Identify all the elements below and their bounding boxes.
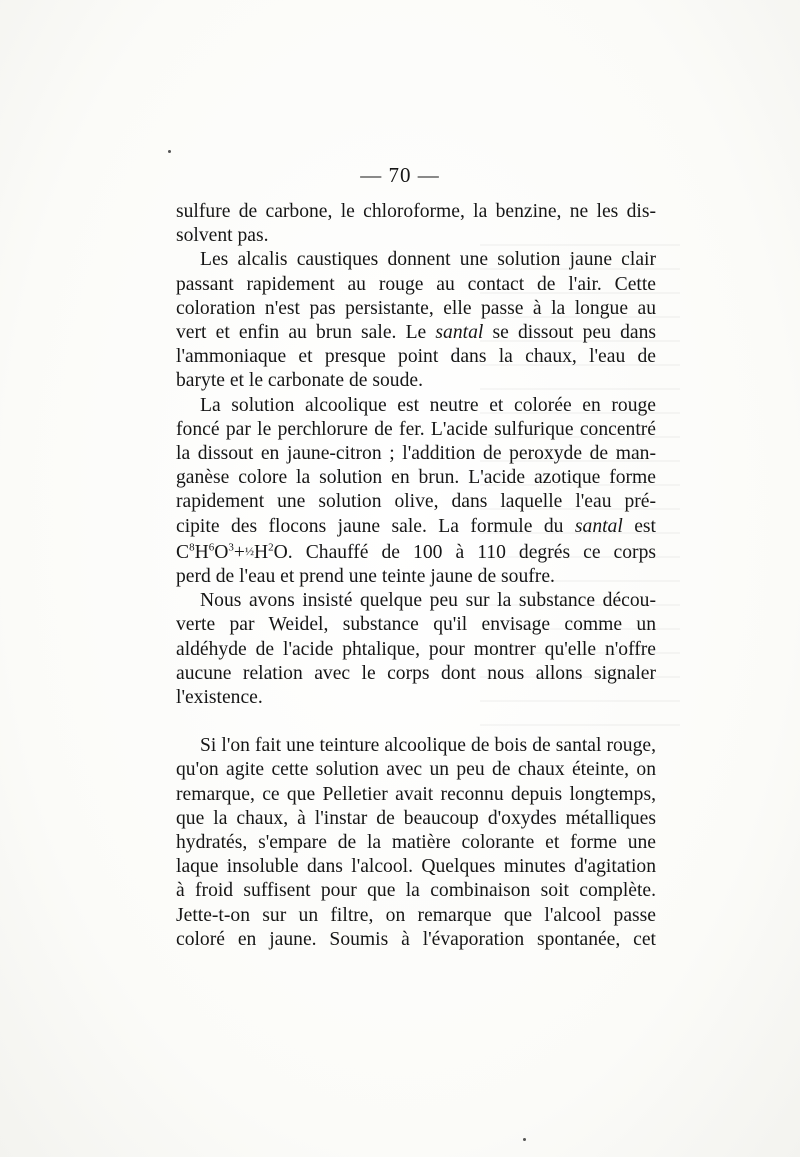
text-run: hydratés, s'empare de la matière colorante et forme une: [176, 832, 656, 854]
text-line: [176, 686, 656, 710]
text-line: [176, 442, 656, 466]
text-run: Les alcalis caustiques donnent une solution jaune clair: [200, 249, 656, 271]
text-run: ganèse colore la solution en brun. L'acide azotique forme: [176, 467, 656, 489]
text-run: cipite des flocons jaune sale. La formule du: [176, 515, 575, 537]
text-run: C: [176, 541, 190, 563]
text-line: [176, 831, 656, 855]
text-line: [176, 589, 656, 613]
text-run: 3: [228, 541, 234, 554]
text-line: [176, 758, 656, 782]
text-run: Si l'on fait une teinture alcoolique de bois de santal rouge,: [200, 735, 656, 757]
text-run: à froid suffisent pour que la combinaison soit complète.: [176, 880, 656, 902]
text-run: aldéhyde de l'acide phtalique, pour montrer qu'elle n'offre: [176, 638, 656, 660]
text-line: [176, 369, 656, 393]
text-run: sulfure de carbone, le chloroforme, la benzine, ne les dis-: [176, 201, 656, 222]
text-run: +: [233, 541, 245, 563]
text-line: [176, 466, 656, 490]
text-line: [176, 879, 656, 903]
text-line: [176, 928, 656, 952]
text-line: [176, 321, 656, 345]
paragraph: [176, 248, 656, 393]
text-line: [176, 638, 656, 662]
text-run: laque insoluble dans l'alcool. Quelques minutes d'agitation: [176, 856, 656, 878]
ink-speck: [523, 1138, 526, 1141]
text-line: [176, 224, 656, 248]
text-run: ½: [244, 543, 254, 558]
text-run: rapidement une solution olive, dans laquelle l'eau pré-: [176, 491, 656, 513]
text-run: est: [622, 515, 656, 537]
text-run: baryte et le carbonate de soude.: [176, 370, 423, 392]
text-line: [176, 904, 656, 928]
text-run: l'existence.: [176, 687, 263, 709]
text-line: [176, 297, 656, 321]
text-line: [176, 273, 656, 297]
text-run: aucune relation avec le corps dont nous allons signaler: [176, 662, 656, 684]
ink-speck: [168, 150, 171, 153]
text-run: qu'on agite cette solution avec un peu de chaux éteinte, on: [176, 759, 656, 781]
paragraph: [176, 394, 656, 590]
text-line: [176, 807, 656, 831]
text-run: remarque, ce que Pelletier avait reconnu depuis longtemps,: [176, 783, 656, 805]
text-line: [176, 515, 656, 539]
text-run: H: [253, 541, 269, 563]
text-run: coloré en jaune. Soumis à l'évaporation spontanée, cet: [176, 928, 656, 950]
text-run: que la chaux, à l'instar de beaucoup d'oxydes métalliques: [176, 807, 656, 829]
text-line: [176, 734, 656, 758]
text-run: l'ammoniaque et presque point dans la chaux, l'eau de: [176, 346, 656, 368]
text-run: santal: [435, 322, 484, 344]
text-line: [176, 248, 656, 272]
text-run: La solution alcoolique est neutre et colorée en rouge: [200, 394, 656, 416]
body-text: [176, 200, 656, 952]
text-run: coloration n'est pas persistante, elle passe à la longue au: [176, 297, 656, 319]
text-run: santal: [574, 515, 623, 537]
text-line: [176, 565, 656, 589]
text-run: perd de l'eau et prend une teinte jaune de soufre.: [176, 566, 555, 588]
text-line: [176, 662, 656, 686]
paragraph: [176, 589, 656, 710]
paragraph-gap: [176, 710, 656, 734]
text-run: la dissout en jaune-citron ; l'addition de peroxyde de man-: [176, 443, 656, 465]
text-line: [176, 345, 656, 369]
text-run: se dissout peu dans: [483, 322, 656, 344]
text-line: [176, 783, 656, 807]
text-line: [176, 613, 656, 637]
text-line: [176, 200, 656, 224]
text-line: [176, 539, 656, 565]
text-run: 2: [268, 541, 274, 554]
text-line: [176, 418, 656, 442]
text-run: O. Chauffé de 100 à 110 degrés ce corps: [273, 541, 656, 563]
text-run: H: [194, 541, 209, 563]
text-line: [176, 394, 656, 418]
page-number: — 70 —: [360, 163, 440, 187]
text-run: Nous avons insisté quelque peu sur la substance décou-: [200, 590, 656, 612]
text-run: foncé par le perchlorure de fer. L'acide sulfurique concentré: [176, 418, 656, 440]
text-run: passant rapidement au rouge au contact de l'air. Cette: [176, 273, 656, 295]
paragraph: [176, 734, 656, 952]
text-run: O: [214, 541, 229, 563]
text-run: verte par Weidel, substance qu'il envisage comme un: [176, 614, 656, 636]
text-run: vert et enfin au brun sale. Le: [176, 322, 436, 344]
text-run: 6: [208, 541, 215, 554]
text-line: [176, 855, 656, 879]
text-run: 8: [189, 541, 195, 554]
paragraph: [176, 200, 656, 248]
text-line: [176, 490, 656, 514]
text-run: Jette-t-on sur un filtre, on remarque que l'alcool passe: [176, 904, 656, 926]
text-run: solvent pas.: [176, 225, 269, 247]
